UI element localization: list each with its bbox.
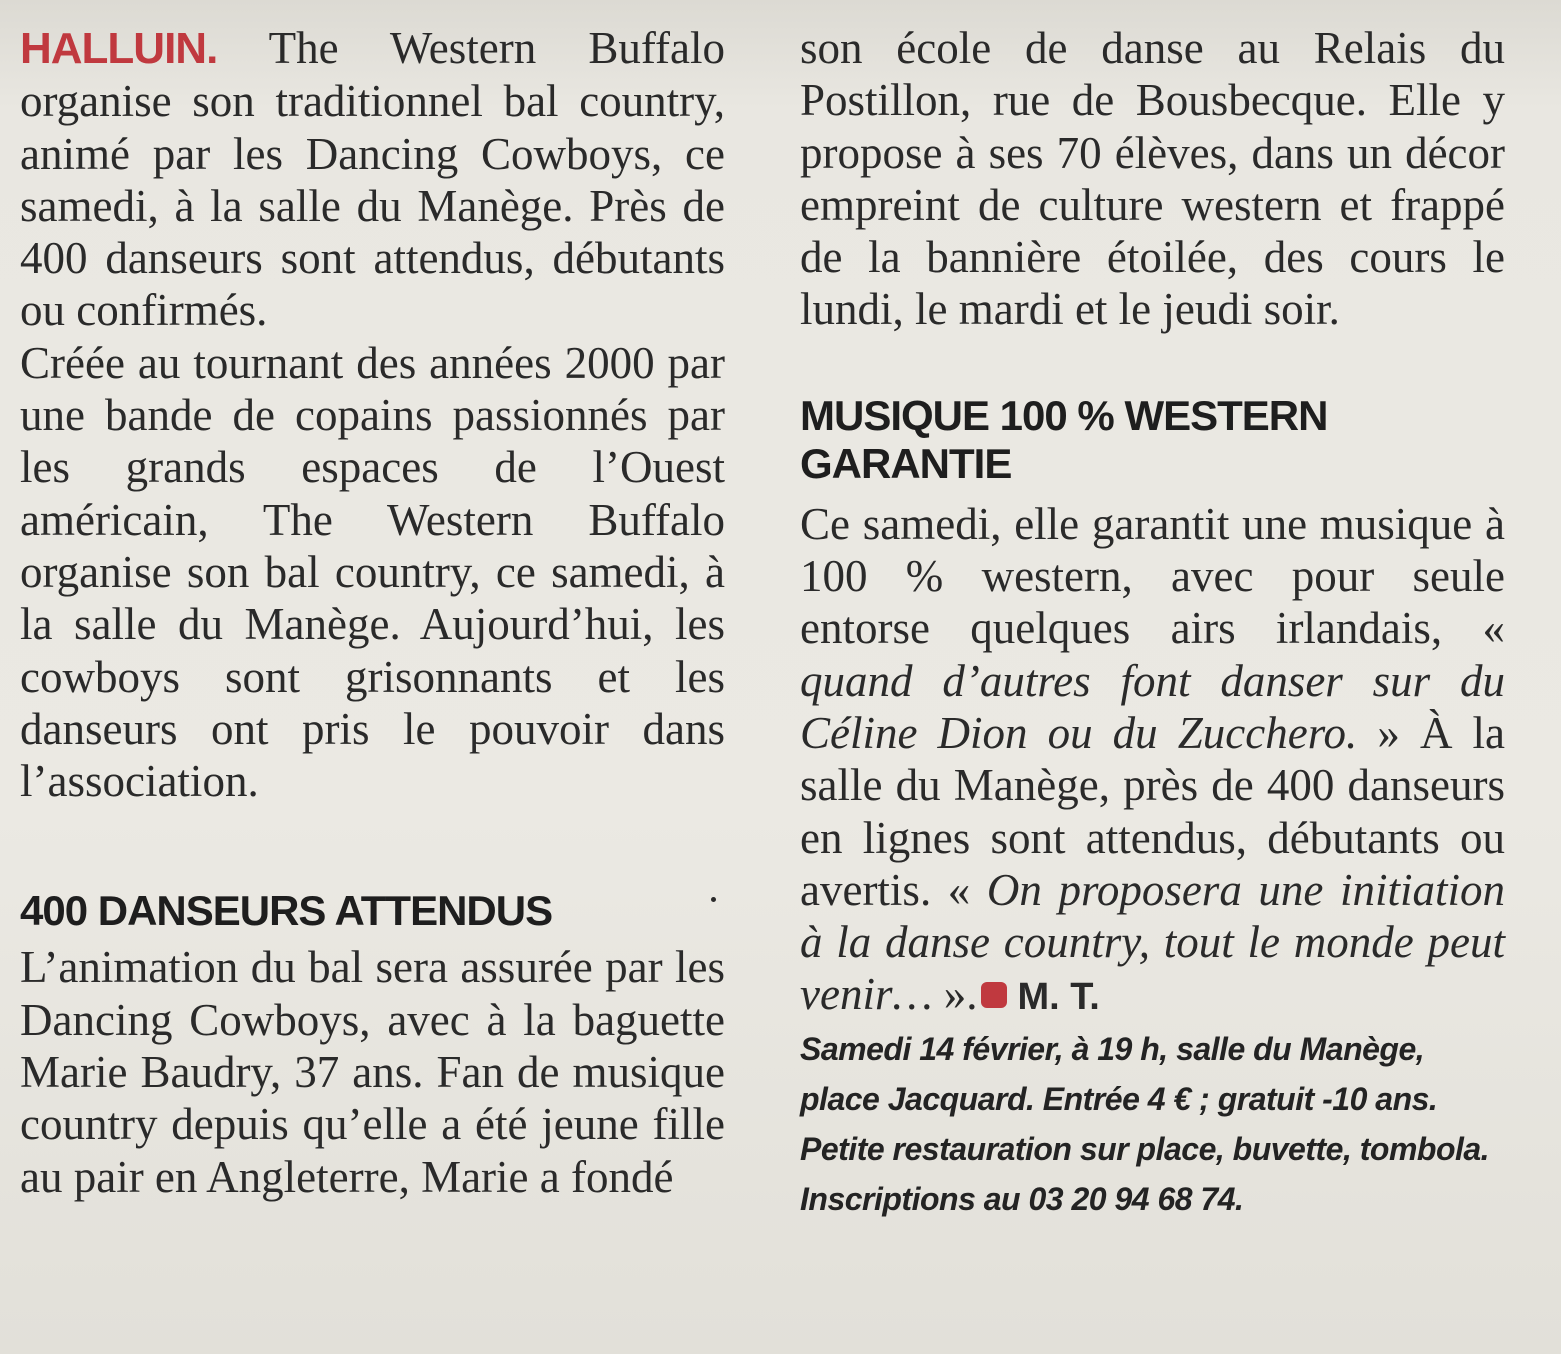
quote-initiation: On proposera une initiation à la danse country, tout le monde peut venir… [800, 864, 1505, 1020]
section-heading-music: MUSIQUE 100 % WESTERN GARANTIE [800, 391, 1328, 487]
music-text-end: ». [932, 969, 978, 1020]
section-heading-dancers: 400 DANSEURS ATTENDUS [20, 887, 553, 935]
intro-paragraph [20, 22, 725, 337]
music-text-middle: » À la salle du Manège, près de 400 danseurs en lignes sont attendus, débutants ou avertis. « [800, 707, 1505, 915]
music-paragraph [800, 498, 1505, 1024]
right-column [800, 22, 1505, 1224]
intro-text: The Western Buffalo organise son traditionnel bal country, animé par les Dancing Cowboys, ce samedi, à la salle du Manège. Près de 400 danseurs sont attendus, débutants ou confirmés. [20, 23, 725, 336]
animation-paragraph: L’animation du bal sera assurée par les Dancing Cowboys, avec à la baguette Marie Baudry, 37 ans. Fan de musique country depuis qu’elle a été jeune fille au pair en Angleterre, Marie a fondé [20, 942, 725, 1202]
music-text-start: Ce samedi, elle garantit une musique à 100 % western, avec pour seule entorse quelques airs irlandais, « [800, 498, 1505, 654]
author-signature: M. T. [1017, 976, 1100, 1019]
section-separator-dot [711, 897, 716, 902]
quote-celine-dion: quand d’autres font danser sur du Céline Dion ou du Zucchero. [800, 655, 1505, 758]
signature-square-icon [981, 982, 1007, 1008]
event-info-box: Samedi 14 février, à 19 h, salle du Manège, place Jacquard. Entrée 4 € ; gratuit -10 ans. Petite restauration sur place, buvette, tombola. Inscriptions au 03 20 94 68 74. [800, 1030, 1490, 1217]
location-kicker: HALLUIN. [20, 24, 218, 73]
history-paragraph: Créée au tournant des années 2000 par une bande de copains passionnés par les grands espaces de l’Ouest américain, The Western Buffalo organise son bal country, ce samedi, à la salle du Manège. Aujourd’hui, les cowboys sont grisonnants et les danseurs ont pris le pouvoir dans l’association. [20, 337, 725, 807]
school-paragraph: son école de danse au Relais du Postillon, rue de Bousbecque. Elle y propose à ses 70 élèves, dans un décor empreint de culture western et frappé de la bannière étoilée, des cours le lundi, le mardi et le jeudi soir. [800, 23, 1505, 335]
left-column [20, 22, 725, 1203]
